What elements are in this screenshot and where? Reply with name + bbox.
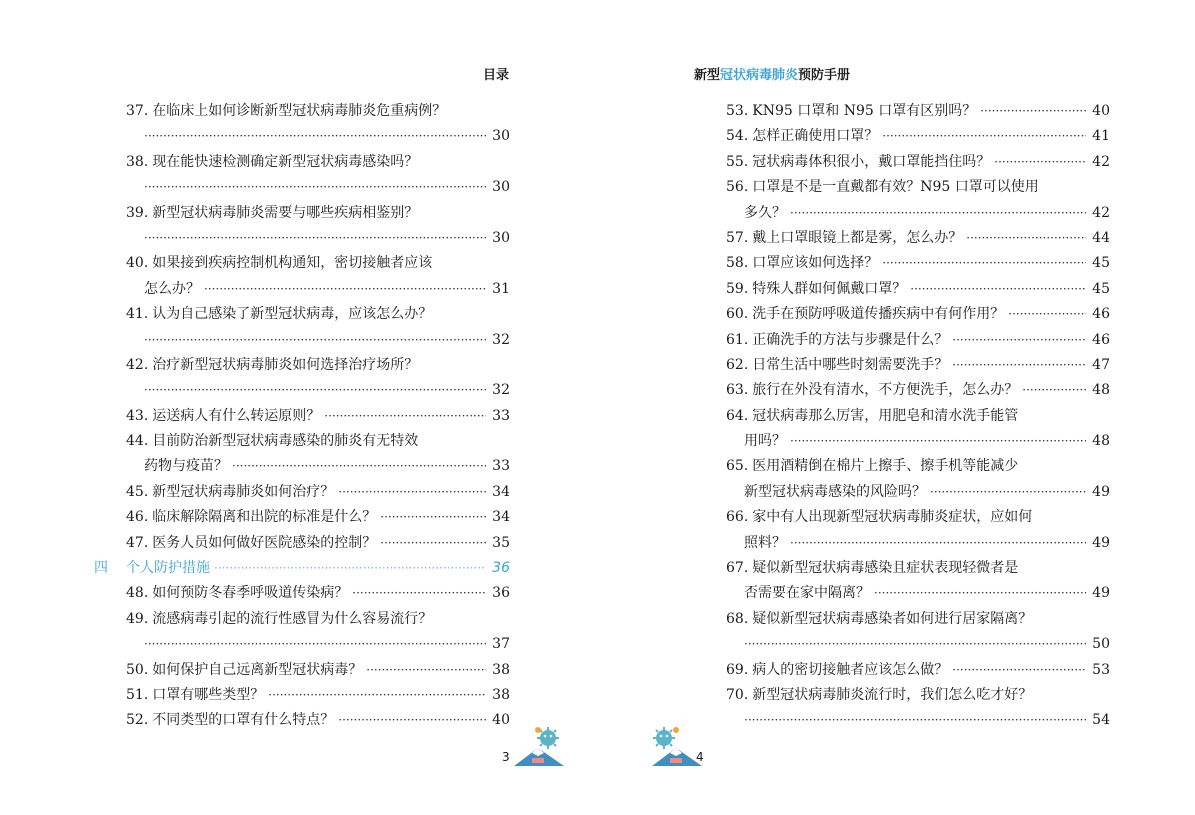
toc-entry-line [726, 302, 1110, 327]
toc-entry-line [126, 632, 510, 657]
entry-title: 新型冠状病毒肺炎如何治疗？ [152, 483, 335, 500]
entry-title: 冠状病毒体积很小，戴口罩能挡住吗？ [752, 153, 991, 170]
entry-title-cont: 药物与疫苗？ [144, 458, 228, 475]
entry-page: 45 [1092, 255, 1110, 272]
running-head-highlight: 冠状病毒肺炎 [720, 68, 799, 83]
dot-leader [744, 708, 1086, 733]
toc-entry-line [126, 581, 510, 606]
entry-page: 48 [1092, 433, 1110, 450]
entry-page: 53 [1092, 661, 1110, 678]
entry-number: 51. [126, 686, 149, 703]
section-title: 个人防护措施 [126, 560, 210, 577]
dot-leader [338, 480, 486, 505]
toc-entry-line [126, 378, 510, 403]
entry-number: 41. [126, 306, 149, 323]
entry-title: 旅行在外没有清水，不方便洗手，怎么办？ [752, 382, 1019, 399]
entry-page: 49 [1092, 534, 1110, 551]
dot-leader [882, 251, 1086, 276]
dot-leader [790, 531, 1086, 556]
toc-right [726, 99, 1110, 734]
dot-leader [268, 683, 486, 708]
dot-leader [144, 328, 486, 353]
toc-entry-line [126, 251, 510, 276]
toc-entry-line [726, 353, 1110, 378]
section-number: 四 [94, 560, 108, 577]
toc-entry-line [126, 226, 510, 251]
entry-title: 运送病人有什么转运原则？ [152, 407, 321, 424]
entry-page: 42 [1092, 153, 1110, 170]
dot-leader [366, 658, 486, 683]
entry-page: 37 [492, 636, 510, 653]
entry-number: 61. [726, 331, 749, 348]
entry-title: 疑似新型冠状病毒感染且症状表现轻微者是 [752, 560, 1019, 577]
toc-entry-line [726, 328, 1110, 353]
dot-leader [144, 175, 486, 200]
dot-leader [874, 581, 1086, 606]
dot-leader [352, 581, 486, 606]
toc-entry-line [726, 226, 1110, 251]
entry-title: 临床解除隔离和出院的标准是什么？ [152, 509, 377, 526]
dot-leader [204, 277, 486, 302]
entry-page: 54 [1092, 712, 1110, 729]
dot-leader [1008, 302, 1086, 327]
toc-entry-line [726, 99, 1110, 124]
dot-leader [744, 632, 1086, 657]
entry-page: 32 [492, 382, 510, 399]
toc-entry-line [126, 531, 510, 556]
entry-number: 37. [126, 103, 149, 119]
entry-page: 33 [492, 407, 510, 424]
entry-title: 目前防治新型冠状病毒感染的肺炎有无特效 [152, 433, 419, 450]
page-number-right: 4 [696, 750, 704, 764]
entry-number: 50. [126, 661, 149, 678]
entry-page: 32 [492, 331, 510, 348]
dot-leader [980, 99, 1086, 124]
entry-number: 64. [726, 407, 749, 424]
entry-number: 38. [126, 153, 149, 170]
running-head-prefix: 新型 [694, 68, 721, 83]
running-head-left: 目录 [482, 68, 509, 83]
entry-page: 45 [1092, 280, 1110, 297]
entry-number: 53. [726, 103, 749, 119]
toc-left [94, 99, 510, 734]
entry-page: 46 [1092, 306, 1110, 323]
dot-leader [930, 480, 1086, 505]
entry-title: 病人的密切接触者应该怎么做？ [752, 661, 949, 678]
entry-title: 冠状病毒那么厉害，用肥皂和清水洗手能管 [752, 407, 1019, 424]
toc-entry-line [726, 429, 1110, 454]
dot-leader [790, 429, 1086, 454]
left-page [0, 0, 597, 815]
entry-title: 新型冠状病毒肺炎流行时，我们怎么吃才好？ [752, 686, 1033, 703]
toc-entry-line [726, 581, 1110, 606]
entry-title: 口罩应该如何选择？ [752, 255, 879, 272]
entry-page: 40 [492, 712, 510, 729]
entry-page: 30 [492, 128, 510, 145]
entry-title: 口罩是不是一直戴都有效？N95 口罩可以使用 [752, 179, 1039, 196]
dot-leader [952, 353, 1086, 378]
entry-number: 48. [126, 585, 149, 602]
toc-entry-line [126, 302, 510, 327]
entry-number: 62. [726, 356, 749, 373]
entry-number: 45. [126, 483, 149, 500]
toc-entry-line [726, 556, 1110, 581]
dot-leader [994, 150, 1086, 175]
toc-entry-line [126, 175, 510, 200]
entry-title: 在临床上如何诊断新型冠状病毒肺炎危重病例？ [152, 103, 447, 119]
entry-page: 47 [1092, 356, 1110, 373]
dot-leader [338, 708, 486, 733]
toc-entry-line [726, 683, 1110, 708]
entry-page: 40 [1092, 103, 1110, 119]
toc-entry-line [126, 505, 510, 530]
toc-entry-line [126, 328, 510, 353]
dot-leader [380, 531, 486, 556]
toc-entry-line [126, 480, 510, 505]
entry-number: 54. [726, 128, 749, 145]
dot-leader [214, 556, 486, 581]
dot-leader [232, 454, 486, 479]
toc-entry-line [726, 632, 1110, 657]
entry-title: 疑似新型冠状病毒感染者如何进行居家隔离？ [752, 610, 1033, 627]
entry-number: 46. [126, 509, 149, 526]
entry-number: 57. [726, 229, 749, 246]
entry-title: 新型冠状病毒肺炎需要与哪些疾病相鉴别？ [152, 204, 419, 221]
entry-number: 69. [726, 661, 749, 678]
entry-title-cont: 怎么办？ [144, 280, 200, 297]
page-number-left: 3 [502, 750, 510, 764]
running-head-right [694, 64, 850, 83]
dot-leader [144, 226, 486, 251]
entry-title: 如何保护自己远离新型冠状病毒？ [152, 661, 363, 678]
right-page [598, 0, 1195, 815]
entry-page: 44 [1092, 229, 1110, 246]
toc-entry-line [726, 531, 1110, 556]
entry-title-cont: 用吗？ [744, 433, 786, 450]
entry-page: 31 [492, 280, 510, 297]
entry-page: 30 [492, 179, 510, 196]
toc-entry-line [726, 708, 1110, 733]
dot-leader [910, 277, 1086, 302]
dot-leader [1022, 378, 1086, 403]
toc-entry-line [726, 404, 1110, 429]
running-head-suffix: 预防手册 [798, 68, 851, 83]
toc-entry-line [726, 378, 1110, 403]
entry-page: 48 [1092, 382, 1110, 399]
toc-entry-line [126, 658, 510, 683]
toc-entry-line [726, 251, 1110, 276]
entry-title: KN95 口罩和 N95 口罩有区别吗？ [752, 103, 977, 119]
entry-title: 现在能快速检测确定新型冠状病毒感染吗？ [152, 153, 419, 170]
entry-title: 特殊人群如何佩戴口罩？ [752, 280, 907, 297]
entry-page: 30 [492, 229, 510, 246]
toc-entry-line [126, 150, 510, 175]
entry-number: 49. [126, 610, 149, 627]
entry-number: 40. [126, 255, 149, 272]
entry-page: 34 [492, 483, 510, 500]
entry-page: 49 [1092, 585, 1110, 602]
entry-number: 44. [126, 433, 149, 450]
dot-leader [144, 378, 486, 403]
entry-page: 50 [1092, 636, 1110, 653]
toc-entry-line [726, 277, 1110, 302]
entry-title: 流感病毒引起的流行性感冒为什么容易流行？ [152, 610, 433, 627]
toc-entry-line [126, 708, 510, 733]
entry-page: 42 [1092, 204, 1110, 221]
entry-page: 38 [492, 661, 510, 678]
entry-number: 66. [726, 509, 749, 526]
entry-title: 不同类型的口罩有什么特点？ [152, 712, 335, 729]
entry-page: 33 [492, 458, 510, 475]
dot-leader [790, 201, 1086, 226]
entry-number: 58. [726, 255, 749, 272]
toc-entry-line [726, 480, 1110, 505]
entry-title: 认为自己感染了新型冠状病毒，应该怎么办？ [152, 306, 433, 323]
toc-entry-line [126, 277, 510, 302]
entry-title: 如果接到疾病控制机构通知，密切接触者应该 [152, 255, 433, 272]
entry-number: 52. [126, 712, 149, 729]
entry-title: 治疗新型冠状病毒肺炎如何选择治疗场所？ [152, 356, 419, 373]
entry-number: 43. [126, 407, 149, 424]
dot-leader [882, 124, 1086, 149]
toc-entry-line [126, 607, 510, 632]
entry-page: 46 [1092, 331, 1110, 348]
entry-title: 如何预防冬春季呼吸道传染病？ [152, 585, 349, 602]
toc-entry-line [126, 201, 510, 226]
entry-page: 35 [492, 534, 510, 551]
section-heading [94, 556, 510, 581]
toc-entry-line [126, 124, 510, 149]
dot-leader [380, 505, 486, 530]
entry-number: 59. [726, 280, 749, 297]
toc-entry-line [726, 454, 1110, 479]
toc-entry-line [726, 505, 1110, 530]
entry-page: 38 [492, 686, 510, 703]
toc-entry-line [126, 404, 510, 429]
entry-title: 家中有人出现新型冠状病毒肺炎症状，应如何 [752, 509, 1033, 526]
entry-page: 34 [492, 509, 510, 526]
entry-page: 49 [1092, 483, 1110, 500]
entry-title-cont: 新型冠状病毒感染的风险吗？ [744, 483, 926, 500]
entry-number: 60. [726, 306, 749, 323]
entry-number: 56. [726, 179, 749, 196]
entry-number: 63. [726, 382, 749, 399]
entry-title: 医务人员如何做好医院感染的控制？ [152, 534, 377, 551]
entry-title: 戴上口罩眼镜上都是雾，怎么办？ [752, 229, 963, 246]
toc-entry-line [726, 150, 1110, 175]
toc-entry-line [126, 454, 510, 479]
toc-entry-line [726, 124, 1110, 149]
toc-entry-line [726, 607, 1110, 632]
entry-title-cont: 多久？ [744, 204, 786, 221]
entry-title-cont: 否需要在家中隔离？ [744, 585, 870, 602]
dot-leader [144, 632, 486, 657]
toc-entry-line [726, 201, 1110, 226]
entry-number: 68. [726, 610, 749, 627]
entry-number: 65. [726, 458, 749, 475]
entry-page: 41 [1092, 128, 1110, 145]
dot-leader [952, 328, 1086, 353]
entry-title: 医用酒精倒在棉片上擦手、擦手机等能减少 [752, 458, 1019, 475]
entry-number: 55. [726, 153, 749, 170]
entry-number: 42. [126, 356, 149, 373]
entry-title: 日常生活中哪些时刻需要洗手？ [752, 356, 949, 373]
dot-leader [324, 404, 486, 429]
entry-title: 正确洗手的方法与步骤是什么？ [752, 331, 949, 348]
virus-mountain-icon-left [508, 724, 570, 768]
entry-number: 39. [126, 204, 149, 221]
dot-leader [144, 124, 486, 149]
toc-entry-line [726, 658, 1110, 683]
entry-number: 67. [726, 560, 749, 577]
dot-leader [966, 226, 1086, 251]
toc-entry-line [126, 353, 510, 378]
entry-number: 70. [726, 686, 749, 703]
toc-entry-line [126, 683, 510, 708]
toc-entry-line [126, 99, 510, 124]
entry-page: 36 [492, 585, 510, 602]
entry-title-cont: 照料？ [744, 534, 786, 551]
toc-entry-line [126, 429, 510, 454]
toc-entry-line [726, 175, 1110, 200]
entry-title: 怎样正确使用口罩？ [752, 128, 879, 145]
entry-number: 47. [126, 534, 149, 551]
section-page: 36 [492, 560, 510, 577]
entry-title: 口罩有哪些类型？ [152, 686, 265, 703]
dot-leader [952, 658, 1086, 683]
entry-title: 洗手在预防呼吸道传播疾病中有何作用？ [752, 306, 1005, 323]
